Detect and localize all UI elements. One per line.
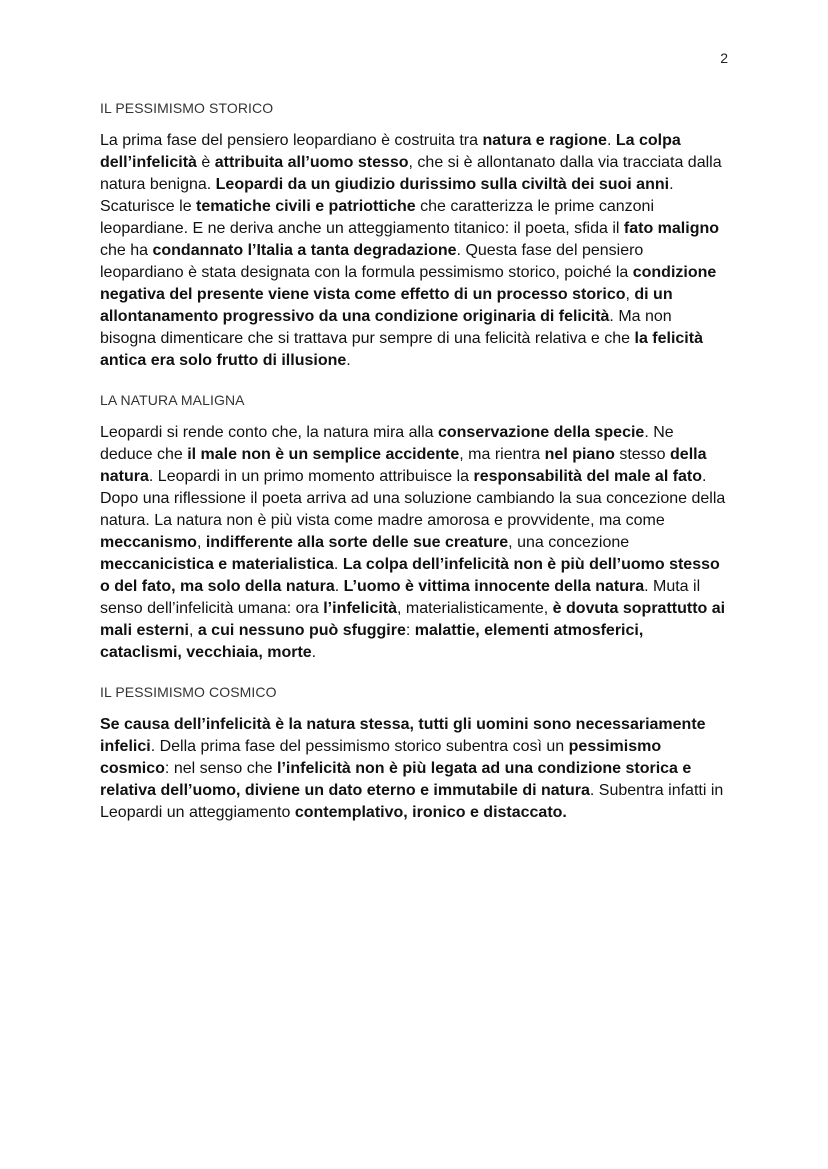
text-run: , materialisticamente, xyxy=(397,600,553,617)
bold-text-run: pessimismo cosmico xyxy=(100,738,662,777)
bold-text-run: responsabilità del male al fato xyxy=(473,468,703,485)
text-run: . Ma non bisogna dimenticare che si trattava pur sempre di una felicità relativa e che xyxy=(100,308,672,347)
bold-text-run: La colpa dell’infelicità non è più dell’uomo stesso o del fato, ma solo della natura xyxy=(100,556,720,595)
bold-text-run: nel piano xyxy=(544,446,615,463)
text-run: , che si è allontanato dalla via tracciata dalla natura benigna. xyxy=(100,154,722,193)
section-heading: LA NATURA MALIGNA xyxy=(100,392,245,408)
bold-text-run: condizione negativa del presente viene vista come effetto di un processo storico xyxy=(100,264,717,303)
text-run: stesso xyxy=(614,446,671,463)
text-run: , ma rientra xyxy=(459,446,545,463)
bold-text-run: La colpa dell’infelicità xyxy=(100,132,681,171)
bold-text-run: malattie, elementi atmosferici, cataclismi, vecchiaia, morte xyxy=(100,622,644,661)
bold-text-run: indifferente alla sorte delle sue creature xyxy=(205,534,509,551)
bold-text-run: l’infelicità non è più legata ad una condizione storica e relativa dell’uomo, diviene un dato eterno e immutabile di natura xyxy=(100,760,692,799)
text-run: . xyxy=(606,132,616,149)
section-paragraph xyxy=(100,422,728,664)
text-run: : xyxy=(405,622,415,639)
bold-text-run: l’infelicità xyxy=(323,600,398,617)
text-run: . Leopardi in un primo momento attribuisce la xyxy=(148,468,474,485)
bold-text-run: fato maligno xyxy=(623,220,720,237)
bold-text-run: natura e ragione xyxy=(482,132,607,149)
section-heading: IL PESSIMISMO COSMICO xyxy=(100,684,277,700)
text-run: , una concezione xyxy=(508,534,630,551)
text-run: . xyxy=(333,556,343,573)
text-run: La prima fase del pensiero leopardiano è costruita tra xyxy=(100,132,483,149)
text-run: . Muta il senso dell’infelicità umana: ora xyxy=(100,578,701,617)
section-heading: IL PESSIMISMO STORICO xyxy=(100,100,274,116)
bold-text-run: a cui nessuno può sfuggire xyxy=(197,622,406,639)
bold-text-run: di un allontanamento progressivo da una condizione originaria di felicità xyxy=(100,286,673,325)
text-run: che ha xyxy=(100,242,153,259)
text-run: . xyxy=(346,352,351,369)
bold-text-run: Leopardi da un giudizio durissimo sulla civiltà dei suoi anni xyxy=(215,176,670,193)
text-run: : nel senso che xyxy=(164,760,277,777)
text-run: . Ne deduce che xyxy=(100,424,674,463)
section-pessimismo-cosmico xyxy=(100,684,728,824)
text-run: . Questa fase del pensiero leopardiano è stata designata con la formula pessimismo storico, poiché la xyxy=(100,242,644,281)
text-run: , xyxy=(188,622,198,639)
text-run: , xyxy=(625,286,635,303)
section-paragraph xyxy=(100,714,728,824)
bold-text-run: attribuita all’uomo stesso xyxy=(214,154,409,171)
bold-text-run: contemplativo, ironico e distaccato. xyxy=(294,804,567,821)
section-natura-maligna xyxy=(100,392,728,664)
section-pessimismo-storico xyxy=(100,100,728,372)
text-run: è xyxy=(196,154,215,171)
text-run: Leopardi si rende conto che, la natura mira alla xyxy=(100,424,438,441)
text-run: che caratterizza le prime canzoni leopardiane. E ne deriva anche un atteggiamento titanico: il poeta, sfida il xyxy=(100,198,654,237)
bold-text-run: il male non è un semplice accidente xyxy=(187,446,460,463)
section-paragraph xyxy=(100,130,728,372)
bold-text-run: è dovuta soprattutto ai mali esterni xyxy=(100,600,726,639)
text-run: . Dopo una riflessione il poeta arriva ad una soluzione cambiando la sua concezione della natura. La natura non è più vista come madre amorosa e provvidente, ma come xyxy=(100,468,726,529)
bold-text-run: L’uomo è vittima innocente della natura xyxy=(343,578,645,595)
text-run: . xyxy=(334,578,344,595)
bold-text-run: della natura xyxy=(100,446,707,485)
bold-text-run: meccanismo xyxy=(100,534,197,551)
text-run: . Subentra infatti in Leopardi un atteggiamento xyxy=(100,782,724,821)
bold-text-run: tematiche civili e patriottiche xyxy=(196,198,416,215)
bold-text-run: condannato l’Italia a tanta degradazione xyxy=(152,242,457,259)
text-run: . Scaturisce le xyxy=(100,176,674,215)
text-run: , xyxy=(196,534,206,551)
text-run: . Della prima fase del pessimismo storico subentra così un xyxy=(150,738,569,755)
bold-text-run: Se causa dell’infelicità è la natura stessa, tutti gli uomini sono necessariamente infelici xyxy=(100,716,706,755)
text-run: . xyxy=(311,644,317,661)
page-number: 2 xyxy=(720,50,728,66)
document-body xyxy=(100,100,728,844)
bold-text-run: la felicità antica era solo frutto di illusione xyxy=(100,330,703,369)
bold-text-run: conservazione della specie xyxy=(437,424,645,441)
bold-text-run: meccanicistica e materialistica xyxy=(100,556,334,573)
